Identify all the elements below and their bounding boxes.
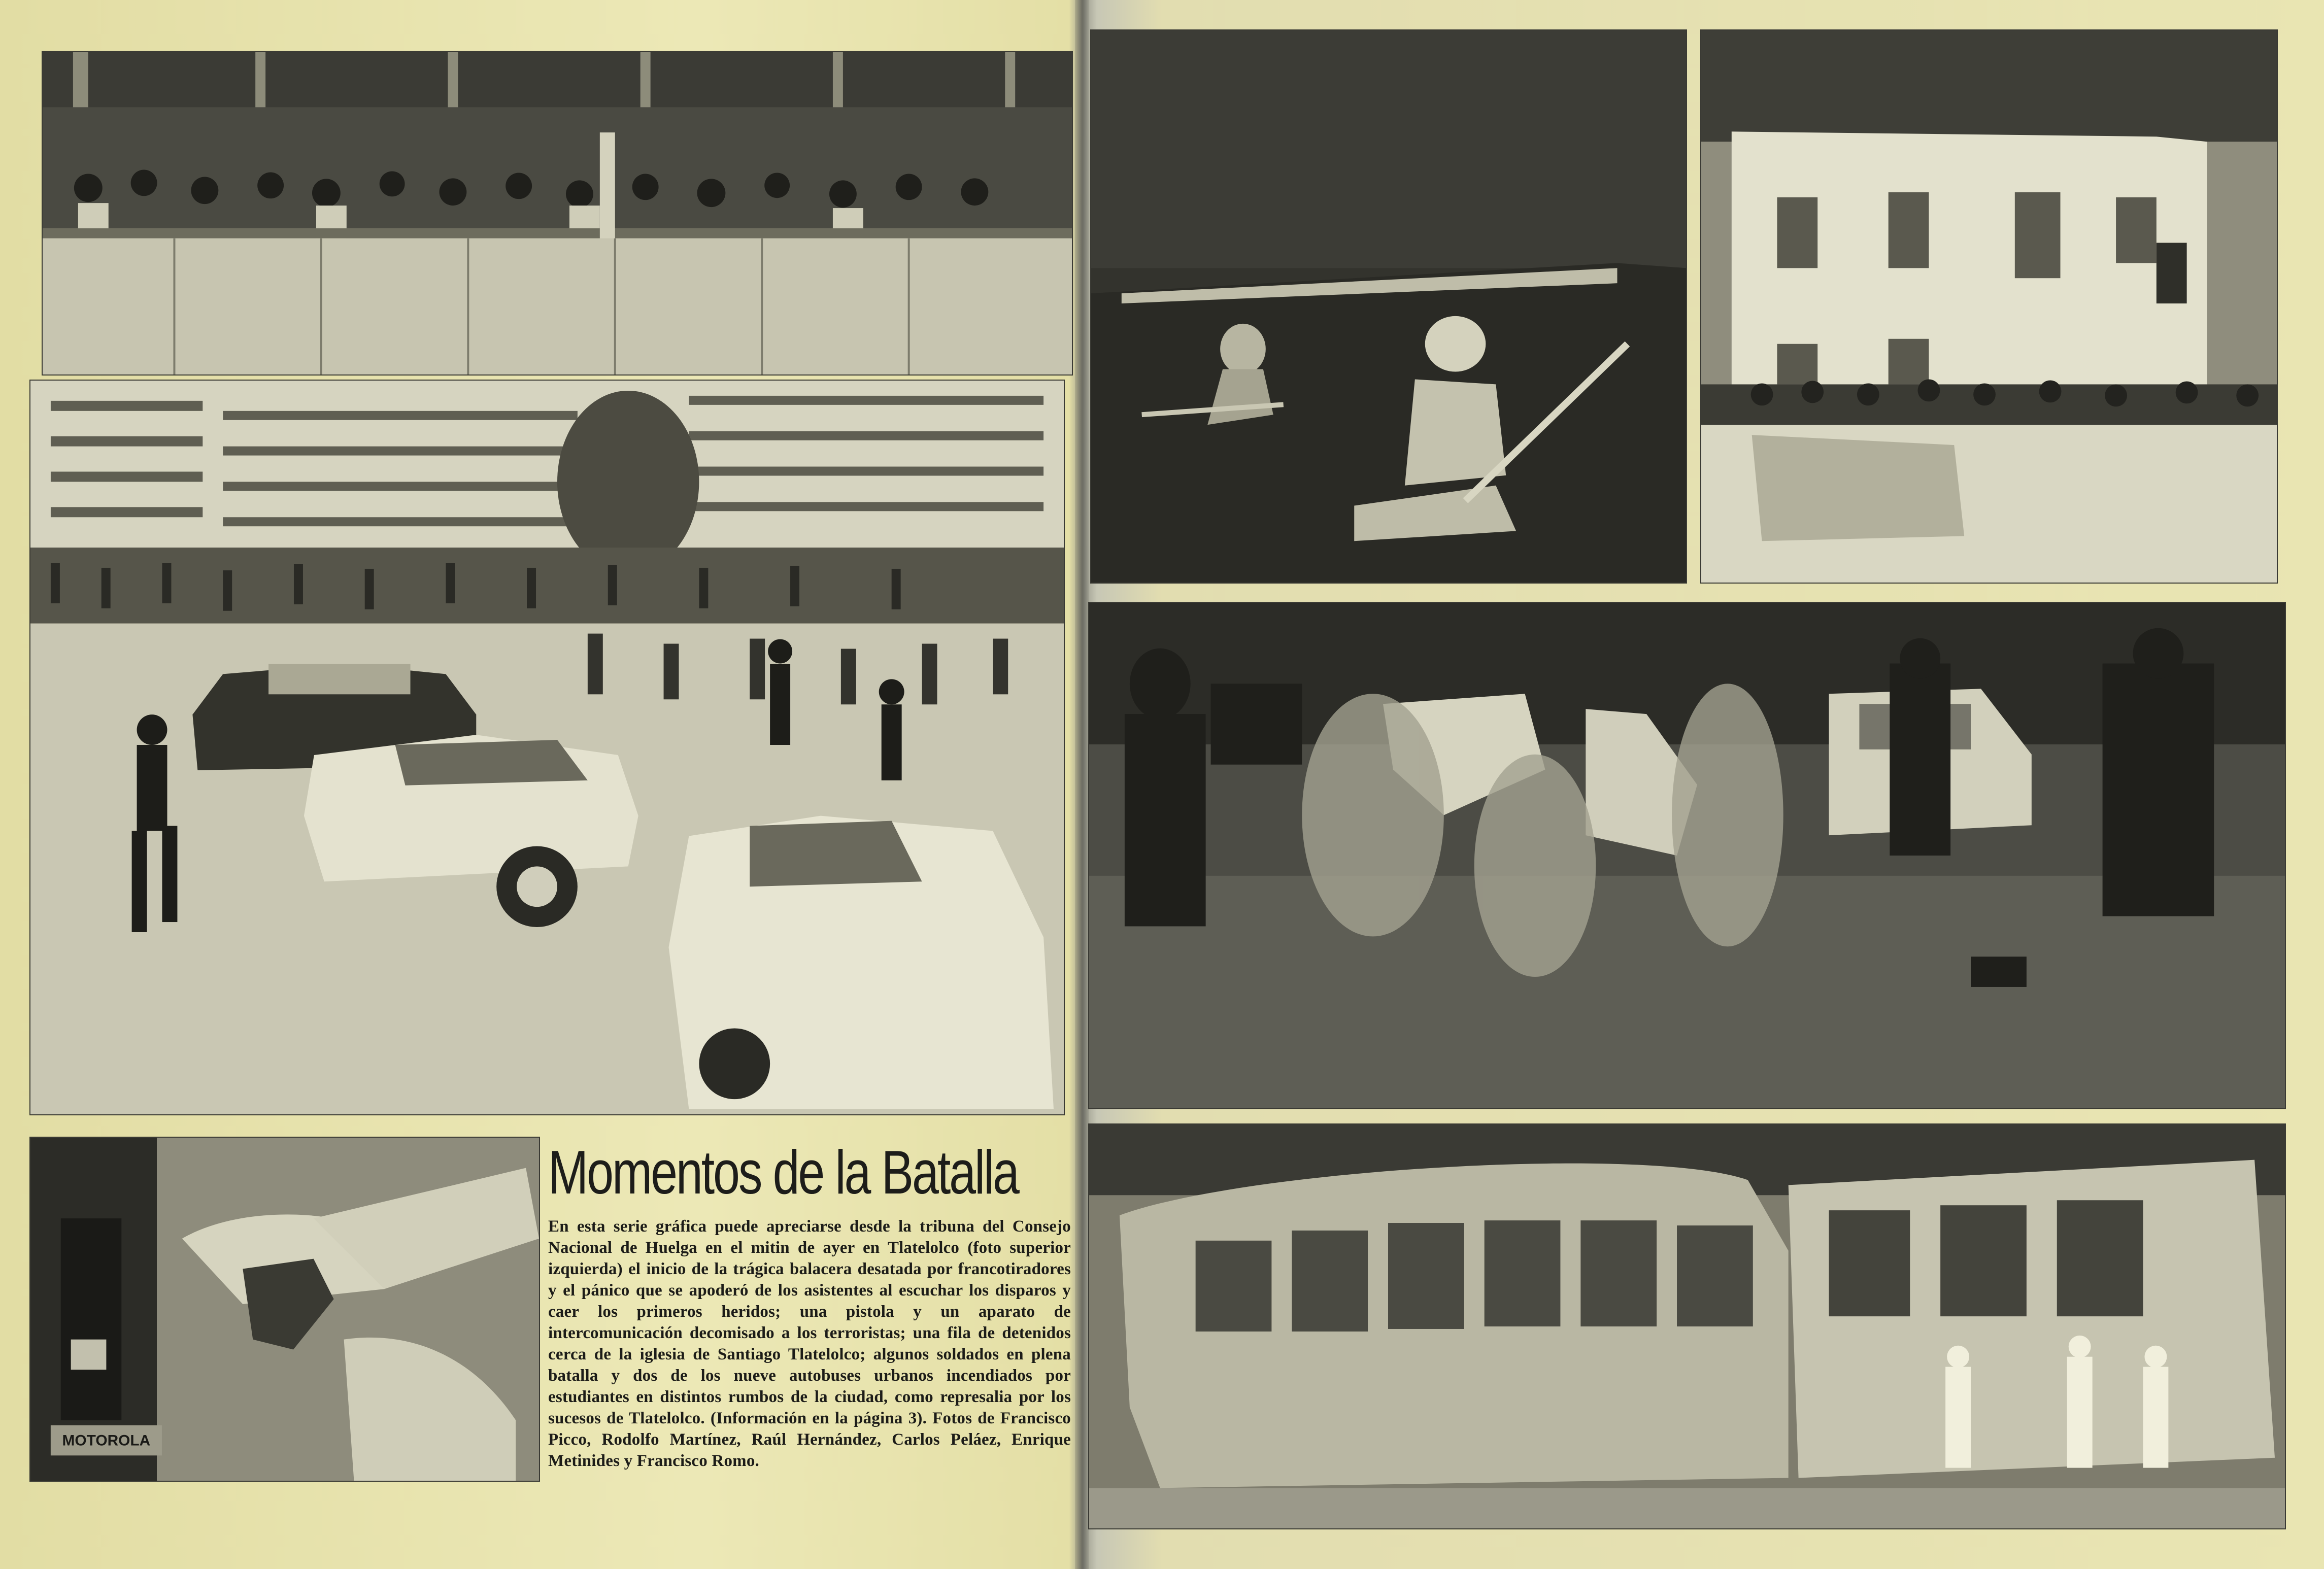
caption-text: En esta serie gráfica puede apreciarse desde la tribuna del Consejo Nacional de Huelga en el mitin de ayer en Tlatelolco (foto superior izquierda) el inicio de la trágica balacera desatada por francotiradores y el pánico que se apoderó de los asistentes al escuchar los disparos y caer los primeros heridos; una pistola y un aparato de intercomunicación decomisado a los terroristas; una fila de detenidos cerca de la iglesia de Santiago Tlatelolco; algunos soldados en plena batalla y dos de los nueve autobuses urbanos incendiados por estudiantes en distintos rumbos de la ciudad, como represalia por los sucesos de Tlatelolco. (Información en la página 3). Fotos de Francisco Picco, Rodolfo Martínez, Raúl Hernández, Carlos Peláez, Enrique Metinides y Francisco Romo. [548,1217,1071,1470]
photo-soldiers-kneeling [1090,29,1687,584]
article-caption-block [548,1137,1071,1553]
photo-burned-buses [1088,1123,2286,1529]
photo-plaza-panic [29,380,1065,1115]
photo-night-battle [1088,602,2286,1109]
photo-seized-pistol-radio [29,1137,540,1482]
photo-detainees-building [1700,29,2278,584]
page-fold [1075,0,1089,1569]
photo-tribune-crowd [42,51,1073,376]
radio-brand-label: MOTOROLA [62,1432,151,1449]
headline: Momentos de la Batalla [548,1138,1018,1207]
